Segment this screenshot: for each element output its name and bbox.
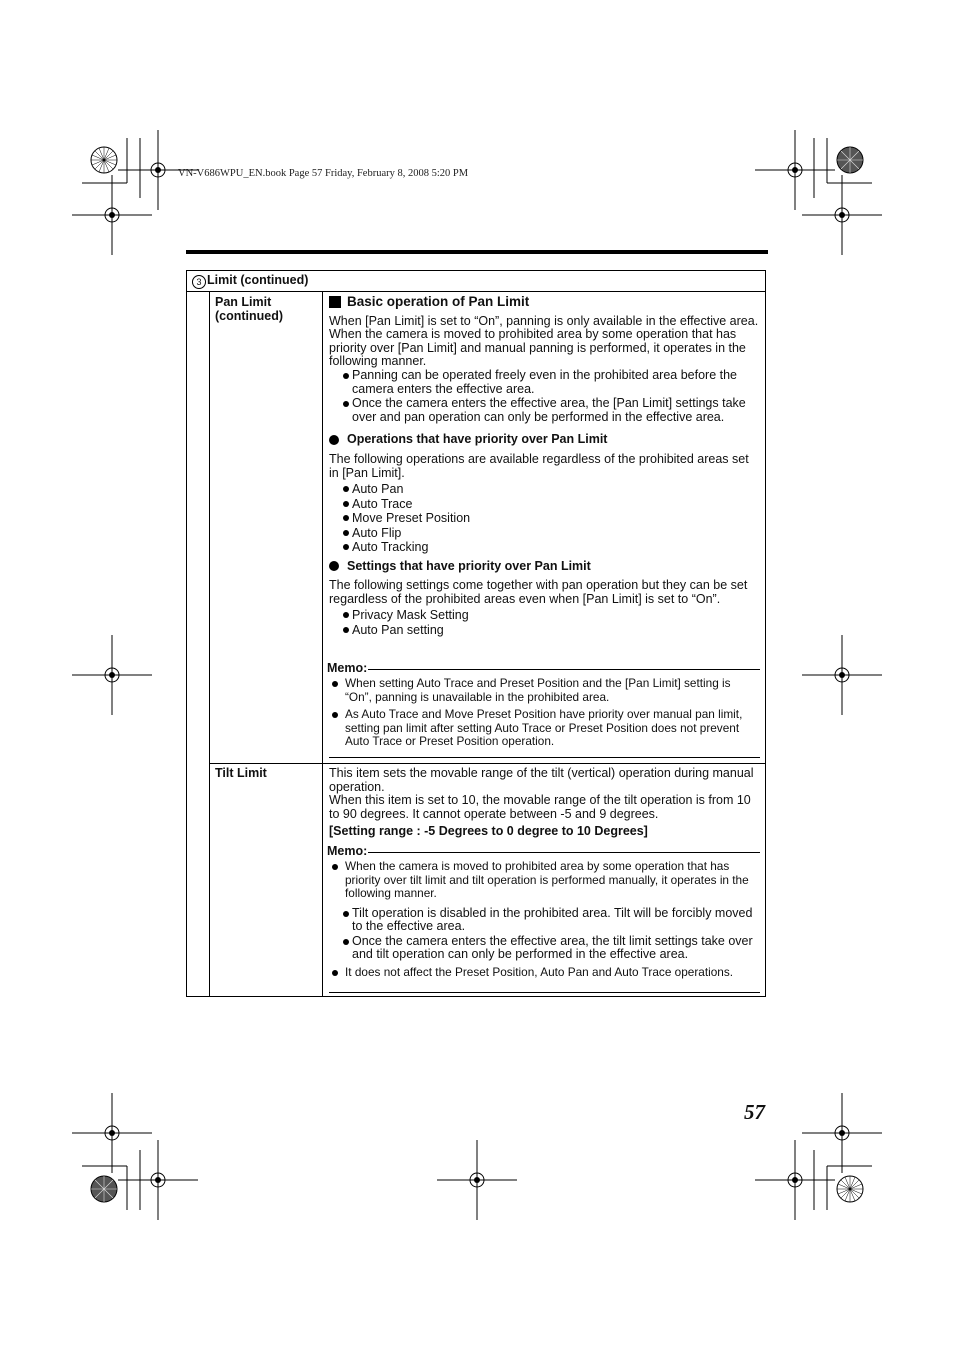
settings-text: The following settings come together with pan operation but they can be set regardless of the prohibited areas even when [Pan Limit] is set to “On”. — [329, 578, 748, 606]
top-rule — [186, 250, 768, 254]
settings-heading — [329, 560, 759, 574]
tilt-limit-range: [Setting range : -5 Degrees to 0 degree to 10 Degrees] — [329, 824, 648, 839]
ops-text: The following operations are available regardless of the prohibited areas set in [Pan Limit]. — [329, 451, 749, 480]
tilt-limit-intro-1: This item sets the movable range of the tilt (vertical) operation during manual operation. — [329, 766, 754, 794]
list-item: Auto Flip — [343, 526, 759, 541]
pan-limit-memo — [327, 661, 760, 749]
ops-list — [329, 482, 759, 555]
memo-item: It does not affect the Preset Position, Auto Pan and Auto Trace operations. — [345, 966, 760, 980]
column-divider-1 — [209, 292, 210, 997]
memo-item: When setting Auto Trace and Preset Position and the [Pan Limit] setting is “On”, panning is unavailable in the prohibited area. — [345, 677, 760, 704]
pan-limit-content — [329, 295, 759, 637]
list-item: Tilt operation is disabled in the prohibited area. Tilt will be forcibly moved to the effective area. — [343, 907, 760, 934]
memo-heading — [327, 844, 760, 858]
pan-limit-intro-2: When the camera is moved to prohibited area by some operation that has priority over [Pan Limit] and manual panning is performed, it operates in the following manner. — [329, 327, 746, 369]
list-item: Auto Pan setting — [343, 623, 759, 638]
list-item: Auto Trace — [343, 497, 759, 512]
section-title — [192, 273, 308, 289]
memo-label: Memo: — [327, 844, 368, 858]
row-divider — [209, 763, 766, 764]
memo-list — [327, 860, 760, 901]
tilt-limit-memo — [327, 844, 760, 979]
settings-heading-text: Settings that have priority over Pan Limit — [347, 558, 591, 573]
tilt-limit-label: Tilt Limit — [215, 766, 267, 780]
memo-end-rule — [329, 992, 760, 993]
print-header: VN-V686WPU_EN.book Page 57 Friday, February 8, 2008 5:20 PM — [178, 168, 469, 179]
list-item: Privacy Mask Setting — [343, 608, 759, 623]
memo-rule — [368, 852, 760, 853]
pan-limit-heading-text: Basic operation of Pan Limit — [347, 294, 530, 309]
list-item: Panning can be operated freely even in the prohibited area before the camera enters the effective area. — [343, 369, 759, 396]
memo-item: When the camera is moved to prohibited area by some operation that has priority over tilt limit and tilt operation is performed manually, it operates in the following manner. — [345, 860, 760, 901]
list-item: Auto Pan — [343, 482, 759, 497]
memo-rule — [368, 669, 760, 670]
list-item: Once the camera enters the effective area, the tilt limit settings take over and tilt operation can only be performed in the effective area. — [343, 935, 760, 962]
pan-limit-bullets — [329, 369, 759, 424]
ops-heading-text: Operations that have priority over Pan Limit — [347, 432, 608, 447]
list-item: Once the camera enters the effective area, the [Pan Limit] settings take over and pan operation can only be performed in the effective area. — [343, 397, 759, 424]
pan-limit-label: Pan Limit (continued) — [215, 295, 284, 323]
page-number: 57 — [744, 1100, 765, 1124]
memo-label: Memo: — [327, 661, 368, 675]
section-number: 3 — [192, 275, 206, 289]
section-title-text: Limit (continued) — [207, 273, 309, 287]
list-item: Auto Tracking — [343, 540, 759, 555]
tilt-limit-bullets — [327, 907, 760, 962]
column-divider-2 — [322, 292, 323, 997]
ops-heading — [329, 433, 759, 447]
memo-item: As Auto Trace and Move Preset Position have priority over manual pan limit, setting pan limit after setting Auto Trace or Preset Position does not prevent Auto Trace or Preset Position operation. — [345, 708, 760, 749]
circle-bullet-icon — [329, 435, 339, 445]
list-item: Move Preset Position — [343, 511, 759, 526]
memo-list — [327, 677, 760, 749]
circle-bullet-icon — [329, 561, 339, 571]
memo-list-2 — [327, 966, 760, 980]
tilt-limit-intro-2: When this item is set to 10, the movable range of the tilt operation is from 10 to 90 degrees. It cannot operate between -5 and 9 degrees. — [329, 793, 751, 821]
square-bullet-icon — [329, 296, 341, 308]
pan-limit-heading — [329, 295, 759, 309]
tilt-limit-content — [329, 767, 761, 839]
settings-list — [329, 608, 759, 637]
memo-end-rule — [329, 757, 760, 758]
memo-heading — [327, 661, 760, 675]
pan-limit-intro-1: When [Pan Limit] is set to “On”, panning is only available in the effective area. — [329, 313, 759, 328]
